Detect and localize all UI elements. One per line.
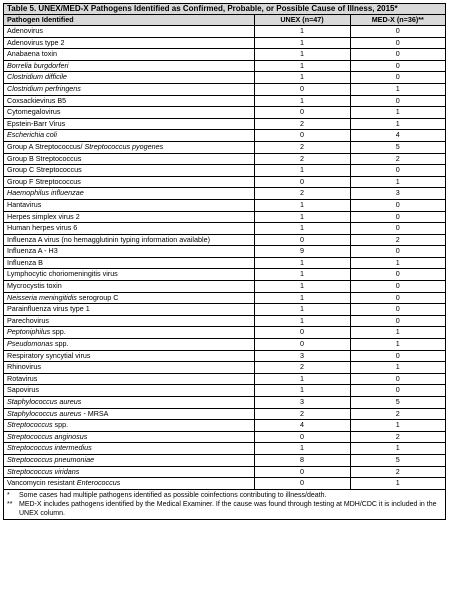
- pathogen-name-part: serogroup C: [76, 292, 119, 302]
- pathogen-name: Respiratory syncytial virus: [4, 350, 254, 362]
- medx-count: 2: [350, 234, 445, 246]
- medx-count: 1: [350, 257, 445, 269]
- medx-count: 0: [350, 269, 445, 281]
- footnote: [7, 491, 442, 500]
- table-row: [4, 431, 445, 443]
- pathogen-name: Cytomegalovirus: [4, 107, 254, 119]
- table-row: [4, 292, 445, 304]
- unex-count: 1: [254, 304, 350, 316]
- pathogen-name: Streptococcus pneumoniae: [4, 454, 254, 466]
- table-row: [4, 95, 445, 107]
- unex-count: 1: [254, 223, 350, 235]
- pathogen-name: Adenovirus: [4, 26, 254, 38]
- pathogen-name: Staphylococcus aureus: [4, 397, 254, 409]
- pathogen-name: Borrelia burgdorferi: [4, 60, 254, 72]
- unex-count: 1: [254, 37, 350, 49]
- footnote-mark: *: [7, 491, 10, 499]
- pathogen-name-part: Enterococcus: [76, 478, 121, 488]
- medx-count: 1: [350, 83, 445, 95]
- unex-count: 1: [254, 315, 350, 327]
- table-row: [4, 257, 445, 269]
- table-row: [4, 37, 445, 49]
- medx-count: 0: [350, 199, 445, 211]
- table-row: [4, 223, 445, 235]
- table-row: [4, 339, 445, 351]
- unex-count: 1: [254, 292, 350, 304]
- medx-count: 1: [350, 176, 445, 188]
- header-unex: UNEX (n=47): [254, 15, 350, 26]
- pathogen-name-part: Streptococcus: [7, 420, 53, 430]
- unex-count: 1: [254, 211, 350, 223]
- pathogen-name: Parechovirus: [4, 315, 254, 327]
- medx-count: 2: [350, 153, 445, 165]
- medx-count: 0: [350, 72, 445, 84]
- medx-count: 0: [350, 292, 445, 304]
- medx-count: 0: [350, 350, 445, 362]
- medx-count: 0: [350, 95, 445, 107]
- medx-count: 5: [350, 141, 445, 153]
- table-row: [4, 385, 445, 397]
- medx-count: 1: [350, 362, 445, 374]
- medx-count: 0: [350, 223, 445, 235]
- unex-count: 1: [254, 49, 350, 61]
- pathogen-name: Rhinovirus: [4, 362, 254, 374]
- unex-count: 1: [254, 281, 350, 293]
- pathogen-name: Escherichia coli: [4, 130, 254, 142]
- pathogen-name: Sapovirus: [4, 385, 254, 397]
- medx-count: 0: [350, 165, 445, 177]
- pathogen-name: Clostridium perfringens: [4, 83, 254, 95]
- unex-count: 1: [254, 373, 350, 385]
- pathogen-name: Epstein-Barr Virus: [4, 118, 254, 130]
- table-row: [4, 141, 445, 153]
- table-caption: Table 5. UNEX/MED-X Pathogens Identified as Confirmed, Probable, or Possible Cause of Illness, 2015*: [4, 4, 445, 15]
- medx-count: 0: [350, 315, 445, 327]
- medx-count: 1: [350, 107, 445, 119]
- medx-count: 0: [350, 281, 445, 293]
- unex-count: 2: [254, 362, 350, 374]
- table-row: [4, 188, 445, 200]
- table-row: [4, 315, 445, 327]
- unex-count: 0: [254, 339, 350, 351]
- medx-count: 1: [350, 118, 445, 130]
- unex-count: 0: [254, 327, 350, 339]
- unex-count: 1: [254, 165, 350, 177]
- pathogen-name-part: spp.: [52, 420, 69, 430]
- medx-count: 5: [350, 454, 445, 466]
- unex-count: 0: [254, 234, 350, 246]
- table-row: [4, 199, 445, 211]
- unex-count: 1: [254, 385, 350, 397]
- unex-count: 2: [254, 408, 350, 420]
- pathogen-name: Group B Streptococcus: [4, 153, 254, 165]
- medx-count: 0: [350, 373, 445, 385]
- pathogen-name: Haemophilus influenzae: [4, 188, 254, 200]
- medx-count: 0: [350, 49, 445, 61]
- header-pathogen: Pathogen Identified: [4, 15, 254, 26]
- unex-count: 1: [254, 199, 350, 211]
- unex-count: 2: [254, 118, 350, 130]
- medx-count: 1: [350, 478, 445, 490]
- pathogen-name-part: Group A Streptococcus/: [7, 141, 85, 151]
- pathogen-name: [4, 408, 254, 420]
- unex-count: 1: [254, 60, 350, 72]
- table-container: [3, 3, 446, 520]
- pathogen-name: Lymphocytic choriomeningitis virus: [4, 269, 254, 281]
- medx-count: 0: [350, 60, 445, 72]
- header-medx: MED-X (n=36)**: [350, 15, 445, 26]
- pathogen-table: [4, 15, 445, 490]
- pathogen-name: Rotavirus: [4, 373, 254, 385]
- pathogen-name: [4, 292, 254, 304]
- pathogen-name: [4, 141, 254, 153]
- pathogen-name: Mycrocystis toxin: [4, 281, 254, 293]
- medx-count: 1: [350, 327, 445, 339]
- pathogen-name: Coxsackievirus B5: [4, 95, 254, 107]
- medx-count: 0: [350, 211, 445, 223]
- table-row: [4, 362, 445, 374]
- medx-count: 0: [350, 304, 445, 316]
- unex-count: 3: [254, 350, 350, 362]
- table-row: [4, 234, 445, 246]
- pathogen-name-part: spp.: [50, 327, 66, 337]
- pathogen-name-part: - MRSA: [81, 408, 109, 418]
- unex-count: 0: [254, 431, 350, 443]
- table-body: [4, 26, 445, 490]
- table-row: [4, 350, 445, 362]
- footnote: [7, 500, 442, 518]
- table-row: [4, 408, 445, 420]
- unex-count: 0: [254, 130, 350, 142]
- pathogen-name: Influenza A - H3: [4, 246, 254, 258]
- medx-count: 1: [350, 420, 445, 432]
- medx-count: 0: [350, 246, 445, 258]
- pathogen-name: Influenza A virus (no hemagglutinin typing information available): [4, 234, 254, 246]
- pathogen-name: Anabaena toxin: [4, 49, 254, 61]
- unex-count: 0: [254, 466, 350, 478]
- table-row: [4, 304, 445, 316]
- table-row: [4, 327, 445, 339]
- table-row: [4, 478, 445, 490]
- pathogen-name: Group F Streptococcus: [4, 176, 254, 188]
- unex-count: 0: [254, 107, 350, 119]
- medx-count: 2: [350, 408, 445, 420]
- table-row: [4, 49, 445, 61]
- pathogen-name: Streptococcus intermedius: [4, 443, 254, 455]
- table-row: [4, 211, 445, 223]
- pathogen-name: [4, 339, 254, 351]
- table-row: [4, 130, 445, 142]
- table-row: [4, 153, 445, 165]
- unex-count: 2: [254, 153, 350, 165]
- pathogen-name-part: Staphylococcus aureus: [7, 408, 82, 418]
- table-row: [4, 72, 445, 84]
- table-row: [4, 420, 445, 432]
- unex-count: 2: [254, 188, 350, 200]
- pathogen-name: Influenza B: [4, 257, 254, 269]
- unex-count: 1: [254, 95, 350, 107]
- pathogen-name-part: Vancomycin resistant: [7, 478, 77, 488]
- unex-count: 0: [254, 83, 350, 95]
- table-row: [4, 165, 445, 177]
- medx-count: 2: [350, 466, 445, 478]
- medx-count: 0: [350, 37, 445, 49]
- pathogen-name-part: spp.: [52, 339, 69, 349]
- table-row: [4, 466, 445, 478]
- pathogen-name-part: Pseudomonas: [7, 339, 53, 349]
- unex-count: 2: [254, 141, 350, 153]
- pathogen-name: Clostridium difficile: [4, 72, 254, 84]
- unex-count: 1: [254, 26, 350, 38]
- unex-count: 1: [254, 443, 350, 455]
- footnote-text: Some cases had multiple pathogens identified as possible coinfections contributing to illness/death.: [19, 491, 327, 499]
- unex-count: 9: [254, 246, 350, 258]
- medx-count: 0: [350, 26, 445, 38]
- unex-count: 0: [254, 478, 350, 490]
- table-row: [4, 107, 445, 119]
- table-row: [4, 60, 445, 72]
- medx-count: 3: [350, 188, 445, 200]
- table-row: [4, 26, 445, 38]
- table-row: [4, 118, 445, 130]
- table-row: [4, 454, 445, 466]
- pathogen-name: Group C Streptococcus: [4, 165, 254, 177]
- pathogen-name: Streptococcus viridans: [4, 466, 254, 478]
- table-row: [4, 281, 445, 293]
- table-row: [4, 83, 445, 95]
- pathogen-name: [4, 420, 254, 432]
- pathogen-name-part: Neisseria meningitidis: [7, 292, 77, 302]
- medx-count: 1: [350, 443, 445, 455]
- pathogen-name: Hantavirus: [4, 199, 254, 211]
- pathogen-name: Streptococcus anginosus: [4, 431, 254, 443]
- unex-count: 1: [254, 269, 350, 281]
- medx-count: 5: [350, 397, 445, 409]
- pathogen-name-part: Peptoniphilus: [7, 327, 51, 337]
- pathogen-name: [4, 478, 254, 490]
- footnote-mark: **: [7, 500, 13, 508]
- footnotes: [4, 490, 445, 519]
- unex-count: 1: [254, 257, 350, 269]
- medx-count: 1: [350, 339, 445, 351]
- table-row: [4, 443, 445, 455]
- table-row: [4, 176, 445, 188]
- table-row: [4, 373, 445, 385]
- unex-count: 0: [254, 176, 350, 188]
- pathogen-name: Human herpes virus 6: [4, 223, 254, 235]
- unex-count: 8: [254, 454, 350, 466]
- pathogen-name: Herpes simplex virus 2: [4, 211, 254, 223]
- unex-count: 3: [254, 397, 350, 409]
- unex-count: 1: [254, 72, 350, 84]
- footnote-text: MED-X includes pathogens identified by the Medical Examiner. If the cause was found through testing at MDH/CDC it is included in the UNEX column.: [19, 500, 437, 517]
- medx-count: 0: [350, 385, 445, 397]
- pathogen-name: [4, 327, 254, 339]
- pathogen-name: Parainfluenza virus type 1: [4, 304, 254, 316]
- medx-count: 2: [350, 431, 445, 443]
- table-header-row: [4, 15, 445, 26]
- table-row: [4, 269, 445, 281]
- table-row: [4, 246, 445, 258]
- unex-count: 4: [254, 420, 350, 432]
- table-row: [4, 397, 445, 409]
- pathogen-name: Adenovirus type 2: [4, 37, 254, 49]
- medx-count: 4: [350, 130, 445, 142]
- pathogen-name-part: Streptococcus pyogenes: [84, 141, 164, 151]
